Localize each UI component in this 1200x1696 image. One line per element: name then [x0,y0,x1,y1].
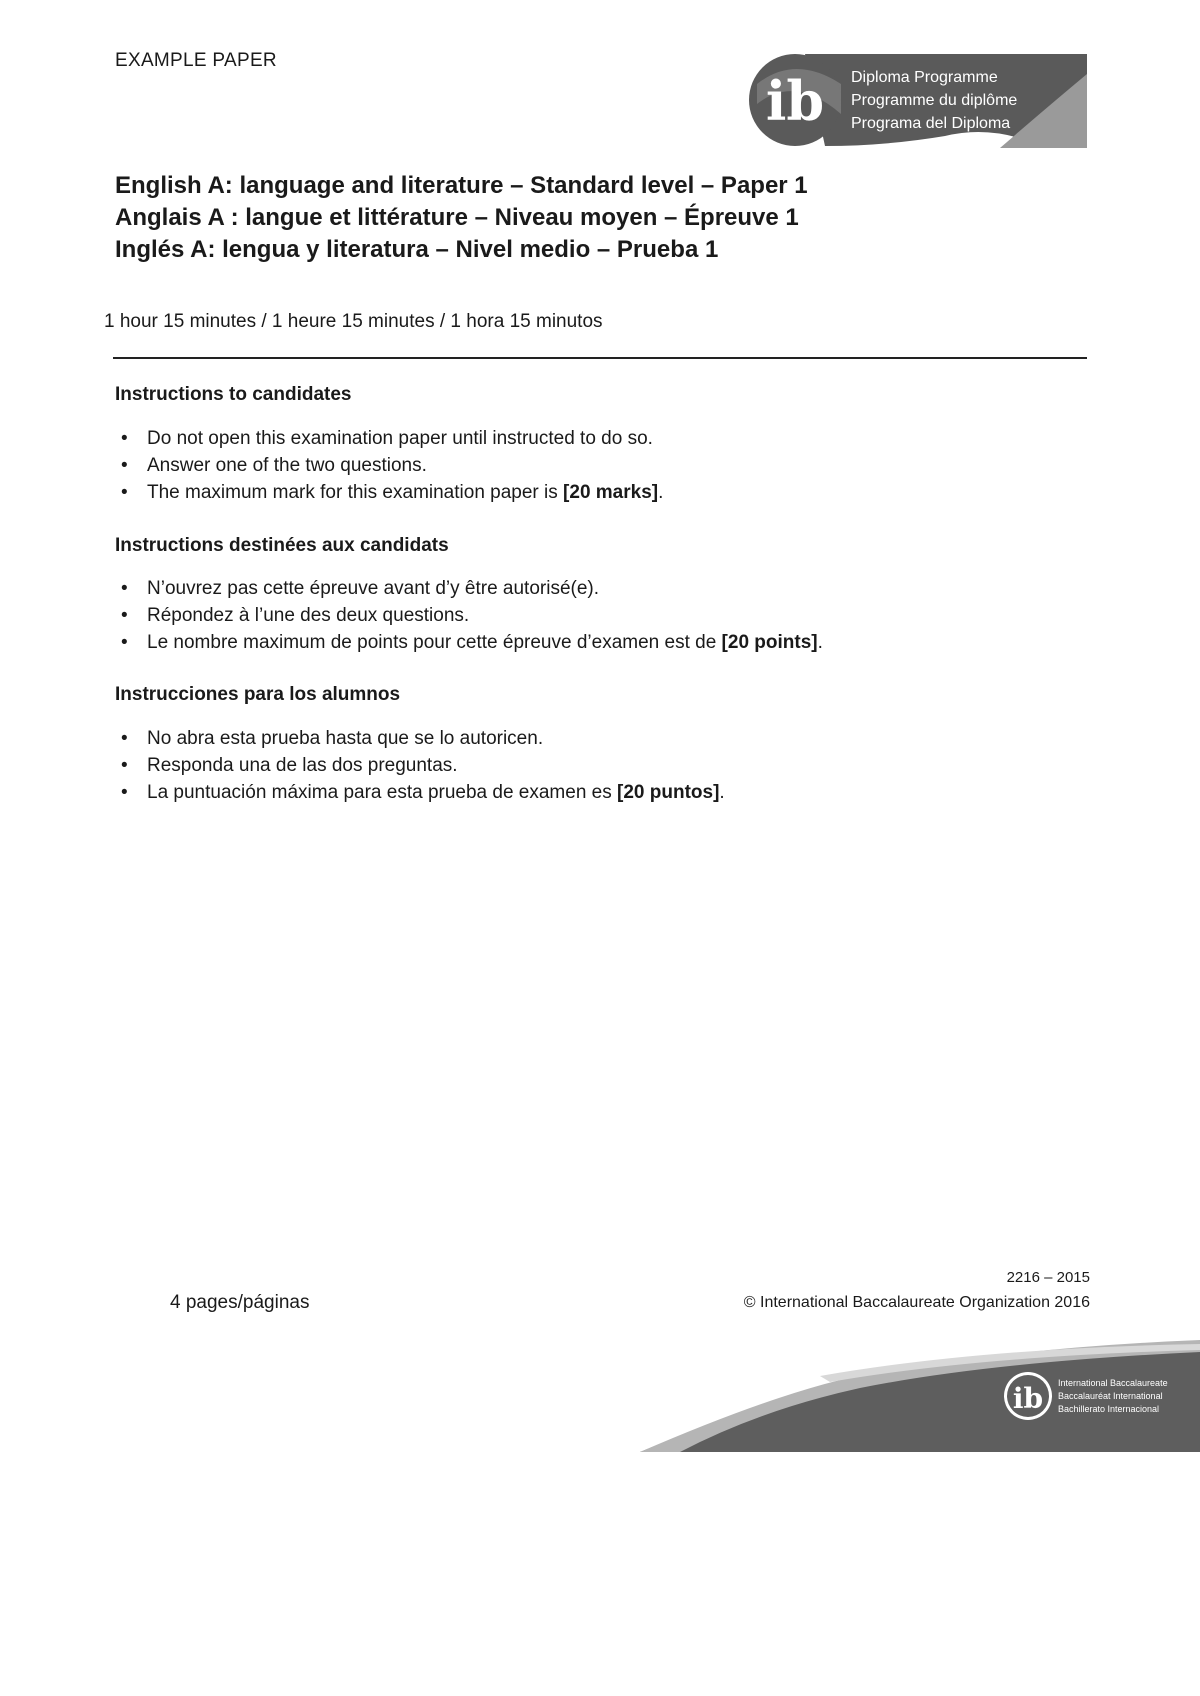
instruction-text: Responda una de las dos preguntas. [147,755,458,776]
instruction-item [115,575,823,602]
paper-code: 2216 – 2015 [1006,1269,1090,1286]
title-french: Anglais A : langue et littérature – Niveau moyen – Épreuve 1 [115,204,799,231]
max-marks: [20 points] [721,632,818,653]
footer-ib-mark: ib [1012,1382,1044,1415]
title-english: English A: language and literature – Standard level – Paper 1 [115,172,808,199]
instruction-text: The maximum mark for this examination paper is [147,482,564,503]
instruction-item [115,425,663,452]
divider [113,357,1087,359]
instructions-heading-fr: Instructions destinées aux candidats [115,535,449,556]
instruction-text: La puntuación máxima para esta prueba de examen es [147,782,618,803]
bullet-icon: • [121,782,128,803]
footer-logo-line-2: Baccalauréat International [1058,1391,1163,1401]
instruction-item [115,479,663,506]
ib-mark-text: ib [765,69,825,133]
max-marks: [20 marks] [563,482,659,503]
instruction-item [115,779,725,806]
instructions-heading-en: Instructions to candidates [115,384,352,405]
page-count: 4 pages/páginas [170,1292,310,1313]
exam-duration: 1 hour 15 minutes / 1 heure 15 minutes / 1 hora 15 minutos [104,311,603,332]
logo-line-2: Programme du diplôme [851,92,1018,109]
bullet-icon: • [121,482,128,503]
footer-logo-line-1: International Baccalaureate [1058,1378,1168,1388]
max-marks: [20 puntos] [617,782,720,803]
bullet-icon: • [121,632,128,653]
instruction-item [115,452,663,479]
logo-line-3: Programa del Diploma [851,115,1011,132]
bullet-icon: • [121,605,128,626]
punctuation: . [658,482,664,503]
instruction-text: N’ouvrez pas cette épreuve avant d’y être autorisé(e). [147,578,600,599]
bullet-icon: • [121,578,128,599]
punctuation: . [719,782,725,803]
copyright-notice: © International Baccalaureate Organization 2016 [743,1294,1090,1311]
bullet-icon: • [121,728,128,749]
example-paper-label: EXAMPLE PAPER [115,50,277,71]
instruction-text: Le nombre maximum de points pour cette épreuve d’examen est de [147,632,722,653]
bullet-icon: • [121,455,128,476]
instructions-heading-es: Instrucciones para los alumnos [115,684,401,705]
ib-footer-band [0,1340,1200,1460]
logo-line-1: Diploma Programme [851,69,998,86]
instruction-text: Answer one of the two questions. [147,455,427,476]
instruction-item [115,629,823,656]
instruction-text: No abra esta prueba hasta que se lo autoricen. [147,728,544,749]
instruction-item [115,752,725,779]
instructions-list-es [115,725,725,806]
bullet-icon: • [121,428,128,449]
instruction-item [115,602,823,629]
instruction-text: Do not open this examination paper until instructed to do so. [147,428,653,449]
instructions-list-fr [115,575,823,656]
instruction-text: Répondez à l’une des deux questions. [147,605,470,626]
footer-logo-line-3: Bachillerato Internacional [1058,1404,1160,1414]
instructions-list-en [115,425,663,506]
instruction-item [115,725,725,752]
title-spanish: Inglés A: lengua y literatura – Nivel medio – Prueba 1 [115,236,719,263]
bullet-icon: • [121,755,128,776]
punctuation: . [817,632,823,653]
ib-diploma-logo [745,54,1087,148]
